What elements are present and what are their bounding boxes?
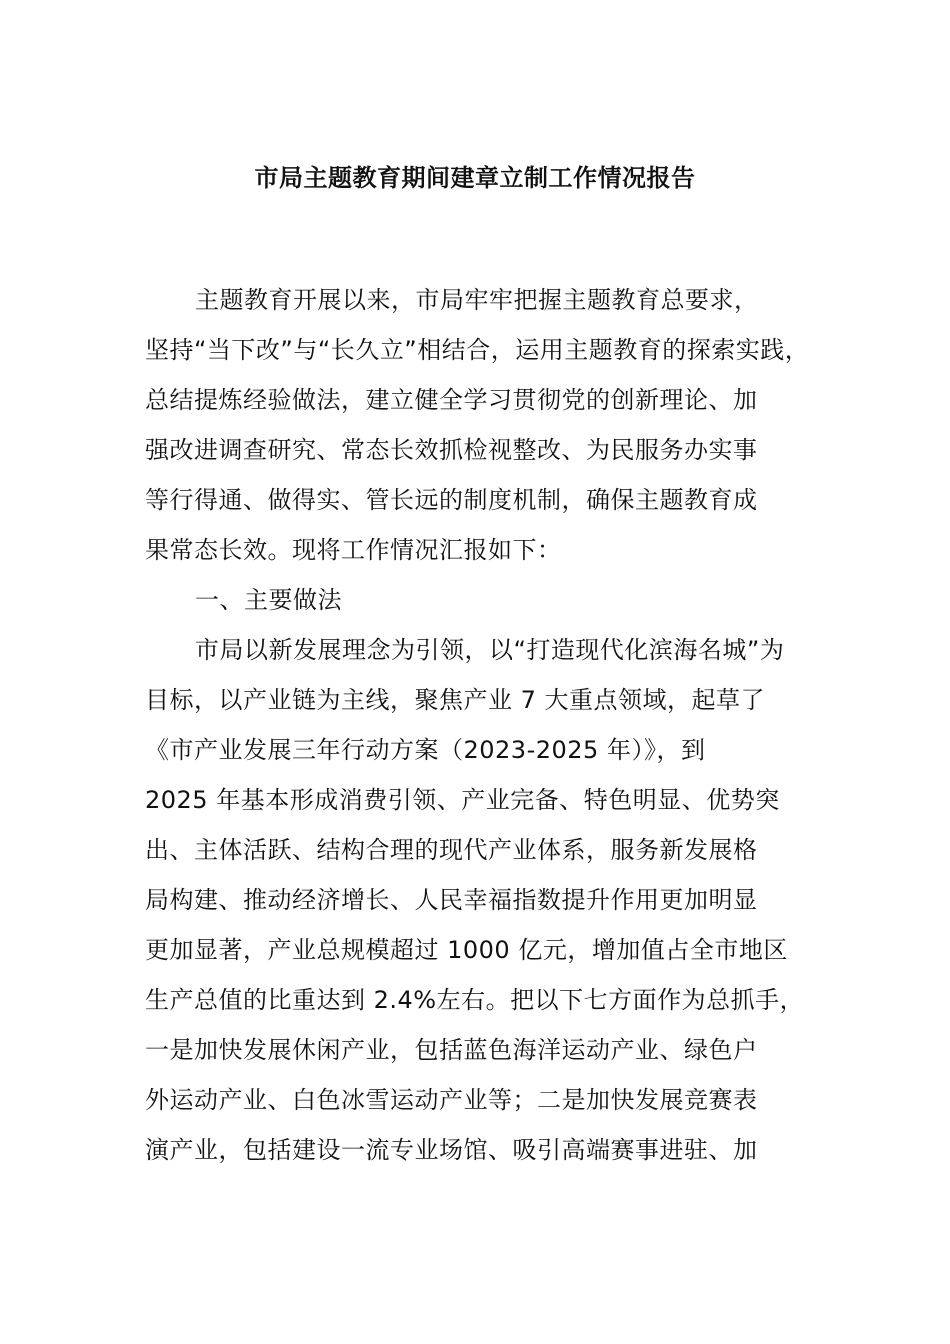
paragraph-2-line-8: 生产总值的比重达到 2.4%左右。把以下七方面作为总抓手， xyxy=(145,986,805,1014)
paragraph-1-line-5: 等行得通、做得实、管长远的制度机制，确保主题教育成 xyxy=(145,486,758,514)
paragraph-2-line-10: 外运动产业、白色冰雪运动产业等；二是加快发展竞赛表 xyxy=(145,1086,758,1114)
document-title: 市局主题教育期间建章立制工作情况报告 xyxy=(254,164,696,192)
paragraph-2-line-3: 《市产业发展三年行动方案（2023-2025 年）》，到 xyxy=(145,736,706,764)
paragraph-2-line-1: 市局以新发展理念为引领，以“打造现代化滨海名城”为 xyxy=(195,636,785,664)
paragraph-1-line-1: 主题教育开展以来，市局牢牢把握主题教育总要求， xyxy=(195,286,759,314)
paragraph-2-line-5: 出、主体活跃、结构合理的现代产业体系，服务新发展格 xyxy=(145,836,758,864)
paragraph-1-line-3: 总结提炼经验做法，建立健全学习贯彻党的创新理论、加 xyxy=(145,386,758,414)
paragraph-1-line-4: 强改进调查研究、常态长效抓检视整改、为民服务办实事 xyxy=(145,436,758,464)
paragraph-1-line-6: 果常态长效。现将工作情况汇报如下： xyxy=(145,536,562,564)
section-heading: 一、主要做法 xyxy=(195,586,342,614)
paragraph-2-line-9: 一是加快发展休闲产业，包括蓝色海洋运动产业、绿色户 xyxy=(145,1036,758,1064)
paragraph-1-line-2: 坚持“当下改”与“长久立”相结合，运用主题教育的探索实践， xyxy=(145,336,810,364)
paragraph-2-line-6: 局构建、推动经济增长、人民幸福指数提升作用更加明显 xyxy=(145,886,758,914)
paragraph-2-line-2: 目标，以产业链为主线，聚焦产业 7 大重点领域，起草了 xyxy=(145,686,766,714)
paragraph-2-line-7: 更加显著，产业总规模超过 1000 亿元，增加值占全市地区 xyxy=(145,936,788,964)
paragraph-2-line-11: 演产业，包括建设一流专业场馆、吸引高端赛事进驻、加 xyxy=(145,1136,758,1164)
paragraph-2-line-4: 2025 年基本形成消费引领、产业完备、特色明显、优势突 xyxy=(145,786,780,814)
